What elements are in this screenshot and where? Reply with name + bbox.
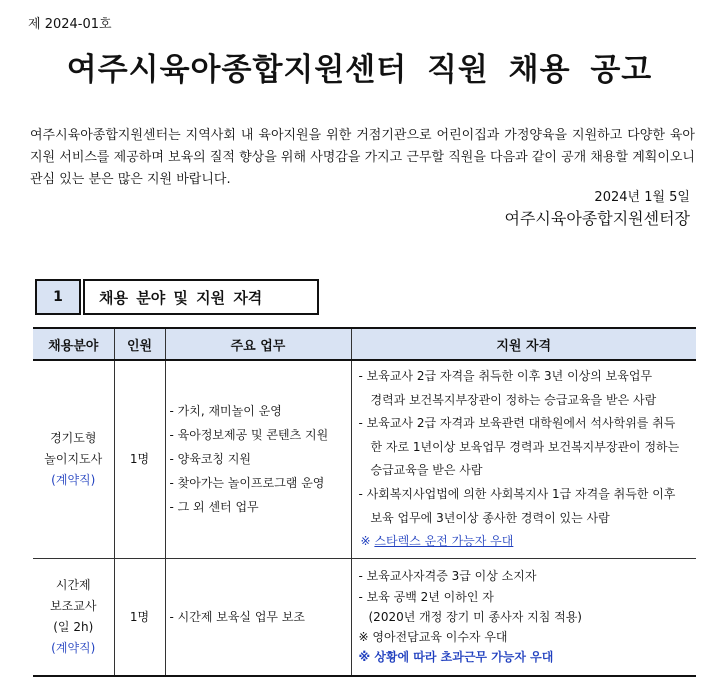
duties-cell (165, 558, 351, 676)
field-cell (33, 360, 114, 558)
section-number: 1 (35, 279, 81, 315)
field-cell (33, 558, 114, 676)
duty-item: - 찾아가는 놀이프로그램 운영 (169, 476, 325, 491)
qualification-line: - 보육교사자격증 3급 이상 소지자 (358, 569, 537, 584)
qualification-line: - 보육교사 2급 자격과 보육관련 대학원에서 석사학위를 취득 (358, 416, 676, 431)
page-title: 여주시육아종합지원센터 직원 채용 공고 (66, 52, 653, 88)
table-header-row (33, 328, 696, 360)
qualifications-cell (351, 558, 696, 676)
reference-mark: ※ (360, 534, 371, 549)
qualification-line: - 보육 공백 2년 이하인 자 (358, 589, 494, 604)
intro-paragraph: 여주시육아종합지원센터는 지역사회 내 육아지원을 위한 거점기관으로 어린이집과 가정양육을 지원하고 다양한 육아지원 서비스를 제공하며 보육의 질적 향상을 위해 사명감을 가지고 근무할 직원을 다음과 같이 공개 채용할 계획이오니 관심 있는 분은 많은 지원 바랍니다. (30, 128, 695, 187)
qualification-line: 경력과 보건복지부장관이 정하는 승급교육을 받은 사람 (370, 392, 657, 407)
qualification-line: (2020년 개정 장기 미 종사자 지침 적용) (368, 609, 582, 624)
duty-item: - 그 외 센터 업무 (169, 500, 259, 515)
duty-item: - 육아정보제공 및 콘텐츠 지원 (169, 428, 329, 443)
qualification-line: ※ 영아전담교육 이수자 우대 (358, 630, 508, 645)
field-line: 놀이지도사 (44, 451, 103, 466)
contract-type: (계약직) (51, 472, 96, 487)
qualification-line: 승급교육을 받은 사람 (370, 463, 483, 478)
field-line: 시간제 (55, 578, 91, 592)
field-line: 경기도형 (50, 430, 97, 445)
preference-note (359, 530, 695, 554)
table-row (33, 360, 696, 558)
duties-cell (165, 360, 351, 558)
count-cell: 1명 (114, 360, 165, 558)
preference-text: 스타렉스 운전 가능자 우대 (374, 534, 514, 549)
header-count: 인원 (114, 328, 165, 360)
qualifications-cell (351, 360, 696, 558)
duty-item: - 가치, 재미놀이 운영 (169, 404, 282, 419)
header-duties: 주요 업무 (165, 328, 351, 360)
table-row (33, 558, 696, 676)
duty-item: - 양육코칭 지원 (169, 452, 252, 467)
notice-date: 2024년 1월 5일 (594, 190, 690, 205)
header-qualifications: 지원 자격 (351, 328, 696, 360)
field-line: 보조교사 (50, 599, 97, 613)
qualification-line: 보육 업무에 3년이상 종사한 경력이 있는 사람 (370, 510, 610, 525)
qualification-line: - 보육교사 2급 자격을 취득한 이후 3년 이상의 보육업무 (358, 369, 653, 383)
duty-item: - 시간제 보육실 업무 보조 (169, 610, 306, 624)
field-line: (일 2h) (53, 620, 94, 634)
section-title: 채용 분야 및 지원 자격 (83, 279, 319, 315)
qualification-line: - 사회복지사업법에 의한 사회복지사 1급 자격을 취득한 이후 (358, 486, 676, 501)
qualification-line: 한 자로 1년이상 보육업무 경력과 보건복지부장관이 정하는 (370, 439, 680, 454)
header-field: 채용분야 (33, 328, 114, 360)
count-cell: 1명 (114, 558, 165, 676)
recruitment-table (33, 327, 696, 677)
notice-number: 제 2024-01호 (28, 17, 112, 32)
contract-type: (계약직) (51, 641, 96, 655)
signature: 여주시육아종합지원센터장 (504, 209, 690, 228)
preference-note: ※ 상황에 따라 초과근무 가능자 우대 (358, 650, 554, 665)
